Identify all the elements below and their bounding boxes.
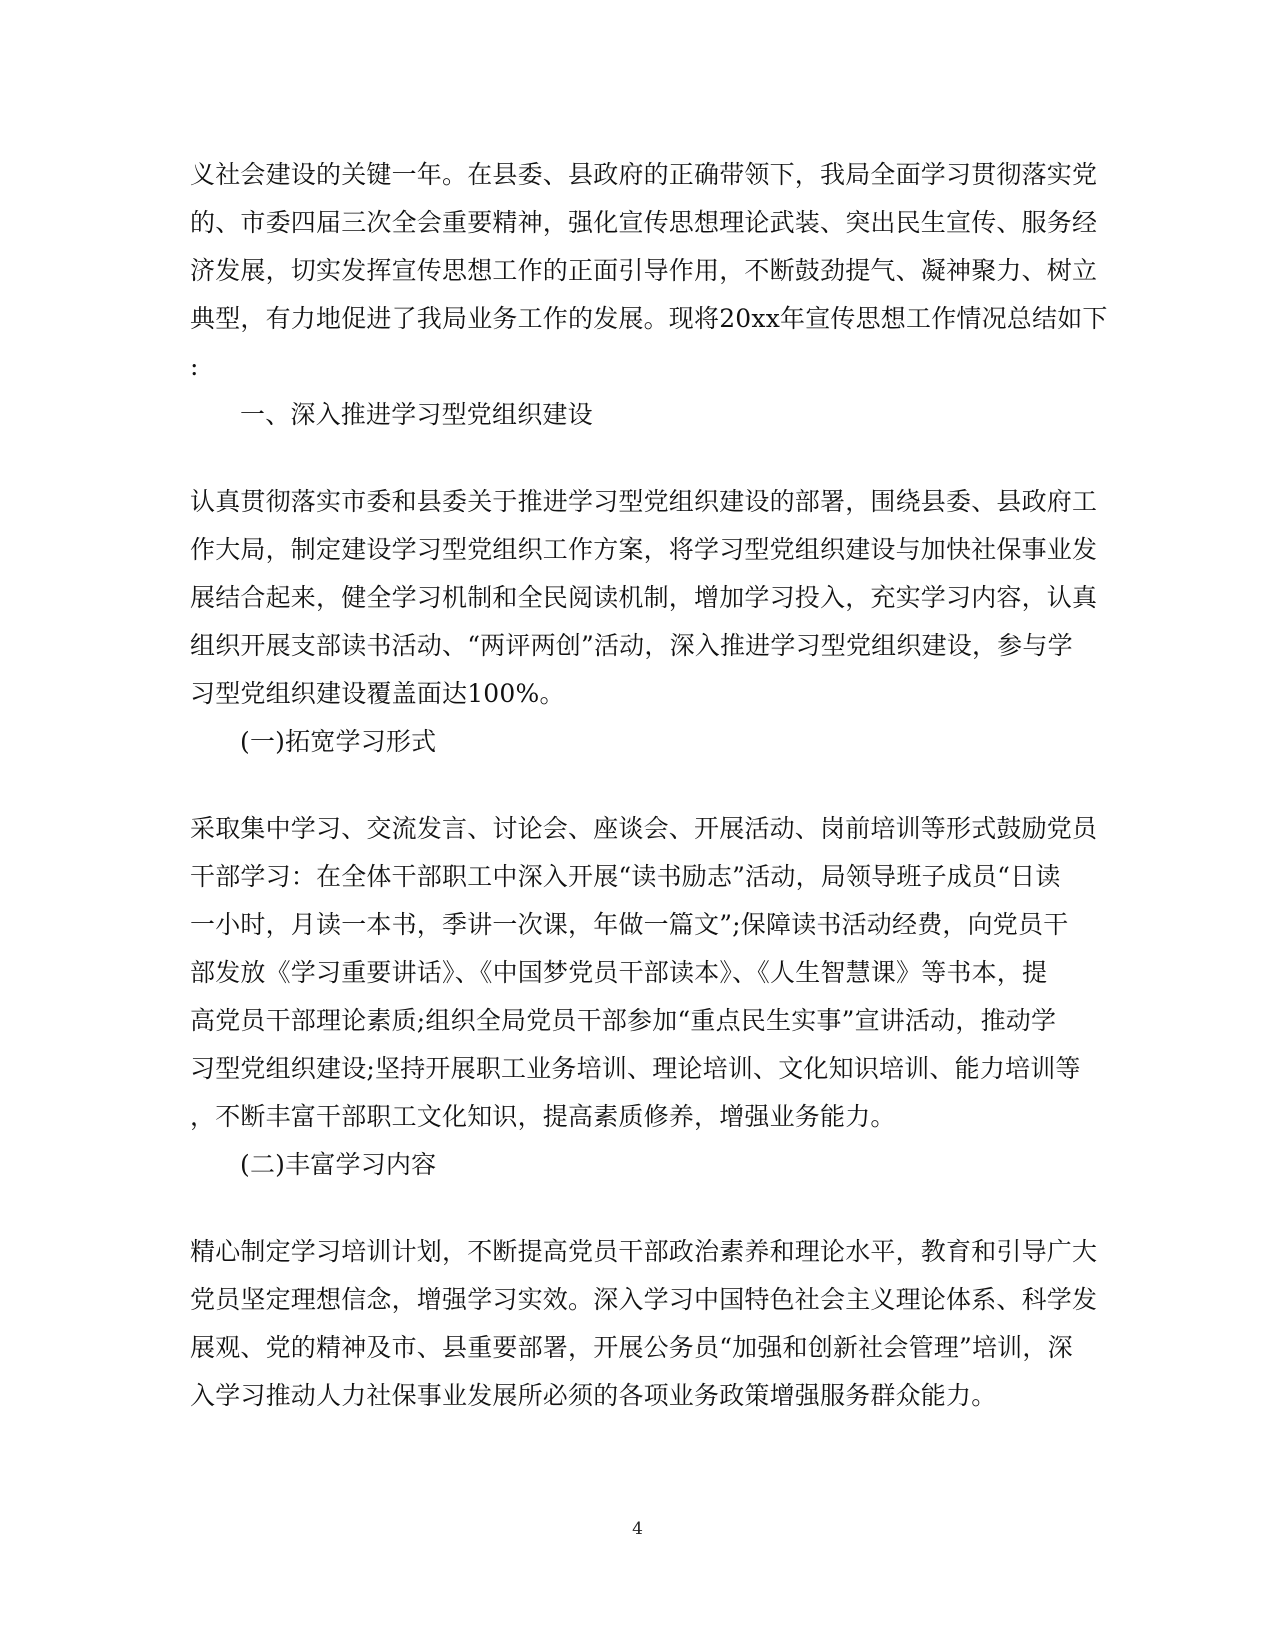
body-text-line: 组织开展支部读书活动、“两评两创”活动，深入推进学习型党组织建设，参与学: [190, 631, 1073, 660]
subsection-heading: (二)丰富学习内容: [240, 1150, 437, 1179]
body-text-line: 典型，有力地促进了我局业务工作的发展。现将20xx年宣传思想工作情况总结如下: [190, 304, 1108, 333]
body-text-line: 的、市委四届三次全会重要精神，强化宣传思想理论武装、突出民生宣传、服务经: [190, 208, 1098, 237]
body-text-line: 高党员干部理论素质;组织全局党员干部参加“重点民生实事”宣讲活动，推动学: [190, 1006, 1057, 1035]
body-text-line: 一小时，月读一本书，季讲一次课，年做一篇文”;保障读书活动经费，向党员干: [190, 910, 1069, 939]
body-text-line: 习型党组织建设覆盖面达100%。: [190, 679, 565, 708]
subsection-heading: (一)拓宽学习形式: [240, 727, 437, 756]
section-heading: 一、深入推进学习型党组织建设: [240, 400, 593, 429]
body-text-line: 济发展，切实发挥宣传思想工作的正面引导作用，不断鼓劲提气、凝神聚力、树立: [190, 256, 1098, 285]
body-text-line: 认真贯彻落实市委和县委关于推进学习型党组织建设的部署，围绕县委、县政府工: [190, 487, 1098, 516]
body-text-line: 干部学习：在全体干部职工中深入开展“读书励志”活动，局领导班子成员“日读: [190, 862, 1061, 891]
body-text-line: 展结合起来，健全学习机制和全民阅读机制，增加学习投入，充实学习内容，认真: [190, 583, 1098, 612]
body-text-line: 习型党组织建设;坚持开展职工业务培训、理论培训、文化知识培训、能力培训等: [190, 1054, 1081, 1083]
body-text-line: ，不断丰富干部职工文化知识，提高素质修养，增强业务能力。: [190, 1102, 896, 1131]
body-text-line: 采取集中学习、交流发言、讨论会、座谈会、开展活动、岗前培训等形式鼓励党员: [190, 814, 1098, 843]
body-text-line: 展观、党的精神及市、县重要部署，开展公务员“加强和创新社会管理”培训，深: [190, 1333, 1073, 1362]
page-number: 4: [632, 1519, 643, 1539]
body-text-line: 党员坚定理想信念，增强学习实效。深入学习中国特色社会主义理论体系、科学发: [190, 1285, 1098, 1314]
body-text-line: 作大局，制定建设学习型党组织工作方案，将学习型党组织建设与加快社保事业发: [190, 535, 1098, 564]
body-text-line: :: [190, 352, 199, 381]
body-text-line: 入学习推动人力社保事业发展所必须的各项业务政策增强服务群众能力。: [190, 1381, 997, 1410]
body-text-line: 部发放《学习重要讲话》、《中国梦党员干部读本》、《人生智慧课》等书本，提: [190, 958, 1048, 987]
body-text-line: 精心制定学习培训计划，不断提高党员干部政治素养和理论水平，教育和引导广大: [190, 1237, 1098, 1266]
body-text-line: 义社会建设的关键一年。在县委、县政府的正确带领下，我局全面学习贯彻落实党: [190, 160, 1098, 189]
